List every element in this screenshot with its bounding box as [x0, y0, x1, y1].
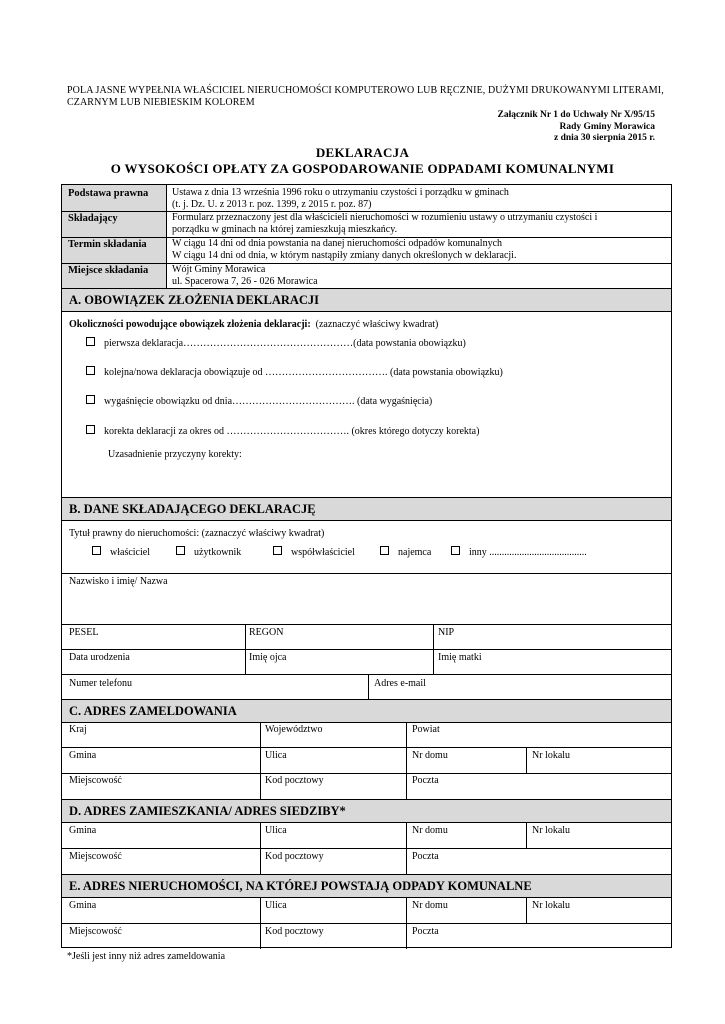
nip-field[interactable]: NIP	[438, 627, 455, 638]
phone-field[interactable]: Numer telefonu	[69, 678, 133, 689]
d-postal-code-field[interactable]: Kod pocztowy	[265, 851, 324, 862]
e-commune-field[interactable]: Gmina	[69, 900, 97, 911]
e-postal-code-field[interactable]: Kod pocztowy	[265, 926, 324, 937]
checkbox[interactable]	[86, 395, 95, 404]
footnote: *Jeśli jest inny niż adres zameldowania	[67, 951, 226, 962]
d-flat-no-field[interactable]: Nr lokalu	[532, 825, 571, 836]
checkbox[interactable]	[380, 546, 389, 555]
mother-name-field[interactable]: Imię matki	[438, 652, 482, 663]
header-instruction: POLA JASNE WYPEŁNIA WŁAŚCICIEL NIERUCHOMOŚCI KOMPUTEROWO LUB RĘCZNIE, DUŻYMI DRUKOWANYMI LITERAMI, CZARNYM LUB NIEBIESKIM KOLOREM	[67, 85, 664, 108]
country-field[interactable]: Kraj	[69, 724, 87, 735]
email-field[interactable]: Adres e-mail	[374, 678, 426, 689]
annex-line-1: Załącznik Nr 1 do Uchwały Nr X/95/15	[497, 110, 655, 120]
c-post-office-field[interactable]: Poczta	[412, 775, 439, 786]
e-flat-no-field[interactable]: Nr lokalu	[532, 900, 571, 911]
place-text: Wójt Gminy Morawica ul. Spacerowa 7, 26 - 026 Morawica	[172, 264, 318, 287]
checkbox[interactable]	[86, 337, 95, 346]
place-label: Miejsce składania	[68, 265, 149, 276]
correction-justification-label: Uzasadnienie przyczyny korekty:	[108, 449, 242, 460]
deadline-label: Termin składania	[68, 239, 147, 250]
option-tenant[interactable]: najemca	[380, 546, 431, 558]
option-owner[interactable]: właściciel	[92, 546, 150, 558]
legal-title-intro: Tytuł prawny do nieruchomości: (zaznaczyć właściwy kwadrat)	[69, 528, 325, 539]
option-next-declaration[interactable]: kolejna/nowa deklaracja obowiązuje od ………………………………. (data powstania obowiązku)	[86, 366, 503, 378]
e-house-no-field[interactable]: Nr domu	[412, 900, 448, 911]
section-d-header: D. ADRES ZAMIESZKANIA/ ADRES SIEDZIBY*	[62, 800, 671, 822]
section-a-header: A. OBOWIĄZEK ZŁOŻENIA DEKLARACJI	[62, 289, 671, 311]
c-flat-no-field[interactable]: Nr lokalu	[532, 750, 571, 761]
e-street-field[interactable]: Ulica	[265, 900, 287, 911]
voivodeship-field[interactable]: Województwo	[265, 724, 323, 735]
declaration-form	[61, 184, 672, 948]
section-e-header: E. ADRES NIERUCHOMOŚCI, NA KTÓREJ POWSTAJĄ ODPADY KOMUNALNE	[62, 875, 671, 897]
deadline-text: W ciągu 14 dni od dnia powstania na danej nieruchomości odpadów komunalnych W ciągu 14 dni od dnia, w którym nastąpiły zmiany danych określonych w deklaracji.	[172, 238, 517, 261]
c-street-field[interactable]: Ulica	[265, 750, 287, 761]
e-locality-field[interactable]: Miejscowość	[69, 926, 122, 937]
c-postal-code-field[interactable]: Kod pocztowy	[265, 775, 324, 786]
checkbox[interactable]	[451, 546, 460, 555]
birth-date-field[interactable]: Data urodzenia	[69, 652, 130, 663]
regon-field[interactable]: REGON	[249, 627, 284, 638]
submitter-label: Składający	[68, 213, 118, 224]
submitter-text: Formularz przeznaczony jest dla właścicieli nieruchomości w rozumieniu ustawy o utrzymaniu czystości i porządku w gminach na której zamieszkują mieszkańcy.	[172, 212, 598, 235]
d-locality-field[interactable]: Miejscowość	[69, 851, 122, 862]
e-post-office-field[interactable]: Poczta	[412, 926, 439, 937]
option-first-declaration[interactable]: pierwsza deklaracja……………………………………………(data powstania obowiązku)	[86, 337, 466, 349]
district-field[interactable]: Powiat	[412, 724, 440, 735]
legal-basis-label: Podstawa prawna	[68, 188, 149, 199]
pesel-field[interactable]: PESEL	[69, 627, 99, 638]
checkbox[interactable]	[176, 546, 185, 555]
name-field[interactable]: Nazwisko i imię/ Nazwa	[69, 576, 168, 587]
checkbox[interactable]	[86, 366, 95, 375]
option-other[interactable]: inny .......................................	[451, 546, 587, 558]
section-a-intro: Okoliczności powodujące obowiązek złożenia deklaracji: (zaznaczyć właściwy kwadrat)	[69, 319, 439, 330]
option-correction[interactable]: korekta deklaracji za okres od ………………………………. (okres którego dotyczy korekta)	[86, 425, 479, 437]
checkbox[interactable]	[86, 425, 95, 434]
c-commune-field[interactable]: Gmina	[69, 750, 97, 761]
document-subtitle: O WYSOKOŚCI OPŁATY ZA GOSPODAROWANIE ODPADAMI KOMUNALNYMI	[110, 161, 615, 176]
option-coowner[interactable]: współwłaściciel	[273, 546, 355, 558]
option-user[interactable]: użytkownik	[176, 546, 241, 558]
d-commune-field[interactable]: Gmina	[69, 825, 97, 836]
c-locality-field[interactable]: Miejscowość	[69, 775, 122, 786]
section-b-header: B. DANE SKŁADAJĄCEGO DEKLARACJĘ	[62, 498, 671, 520]
section-c-header: C. ADRES ZAMELDOWANIA	[62, 700, 671, 722]
option-obligation-expiry[interactable]: wygaśnięcie obowiązku od dnia………………………………. (data wygaśnięcia)	[86, 395, 432, 407]
d-house-no-field[interactable]: Nr domu	[412, 825, 448, 836]
document-title: DEKLARACJA	[315, 145, 410, 160]
father-name-field[interactable]: Imię ojca	[249, 652, 287, 663]
c-house-no-field[interactable]: Nr domu	[412, 750, 448, 761]
annex-reference	[498, 110, 655, 145]
annex-line-2: Rady Gminy Morawica	[559, 121, 655, 132]
legal-basis-text: Ustawa z dnia 13 września 1996 roku o utrzymaniu czystości i porządku w gminach (t. j. Dz. U. z 2013 r. poz. 1399, z 2015 r. poz. 87)	[172, 187, 509, 210]
annex-line-3: z dnia 30 sierpnia 2015 r.	[554, 133, 655, 143]
d-street-field[interactable]: Ulica	[265, 825, 287, 836]
checkbox[interactable]	[273, 546, 282, 555]
d-post-office-field[interactable]: Poczta	[412, 851, 439, 862]
checkbox[interactable]	[92, 546, 101, 555]
